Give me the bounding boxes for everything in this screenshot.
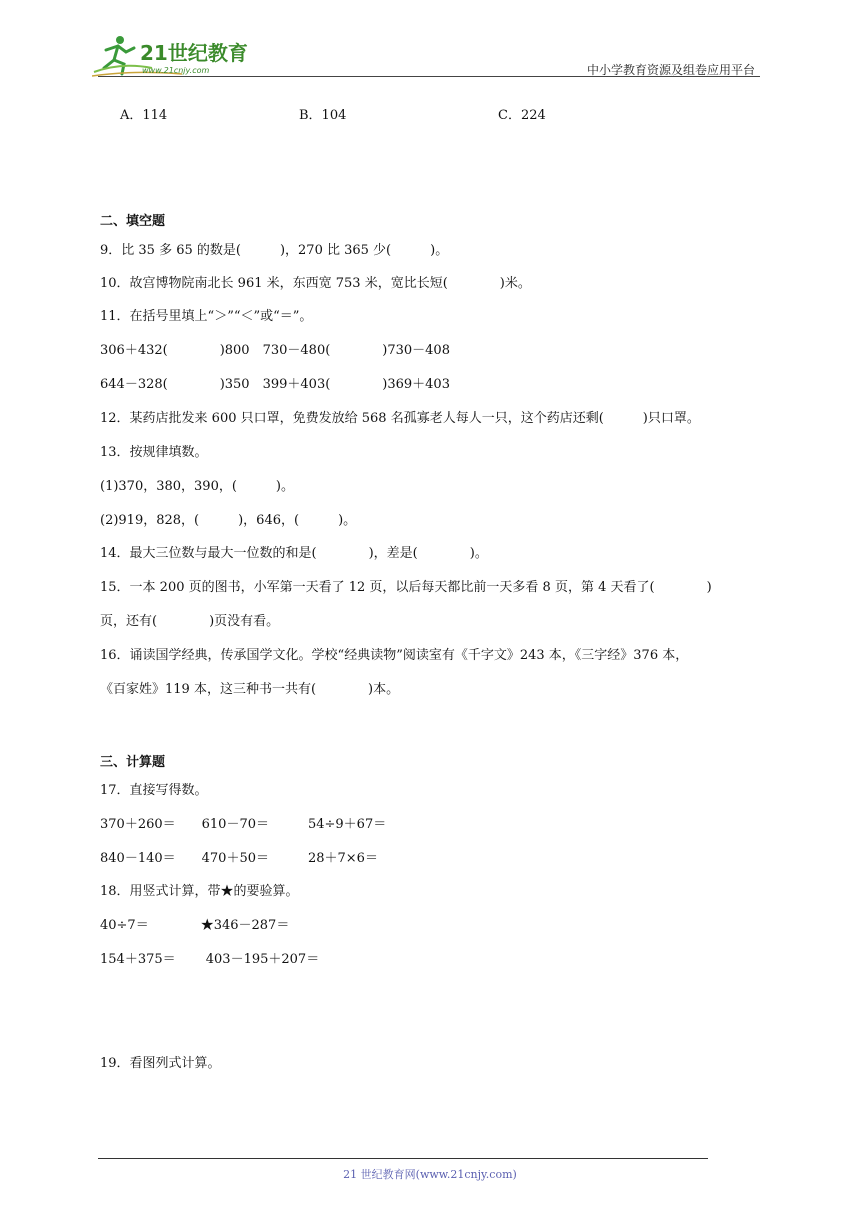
choice-b: B．104 [299, 108, 347, 123]
header-divider [98, 76, 760, 77]
question-16-line-2: 《百家姓》119 本，这三种书一共有( )本。 [100, 682, 400, 697]
question-15-line-1: 15．一本 200 页的图书，小军第一天看了 12 页，以后每天都比前一天多看 8 页，第 4 天看了( ) [100, 580, 712, 595]
question-17: 17．直接写得数。 [100, 783, 208, 798]
runner-logo-icon [92, 32, 262, 78]
choice-c: C．224 [498, 108, 546, 123]
section-calc-title: 三、计算题 [100, 755, 166, 770]
question-15-line-2: 页，还有( )页没有看。 [100, 614, 280, 629]
question-18-row-1: 40÷7＝ ★346－287＝ [100, 918, 290, 933]
page-header [0, 0, 860, 80]
footer-divider [98, 1158, 708, 1159]
question-11-row-2: 644－328( )350 399＋403( )369＋403 [100, 377, 450, 392]
question-18: 18．用竖式计算，带★的要验算。 [100, 884, 299, 899]
question-19: 19．看图列式计算。 [100, 1056, 221, 1071]
question-11: 11．在括号里填上“＞”“＜”或“＝”。 [100, 309, 313, 324]
choice-a: A．114 [120, 108, 168, 123]
question-9: 9．比 35 多 65 的数是( )，270 比 365 少( )。 [100, 243, 449, 258]
question-17-row-1: 370＋260＝ 610－70＝ 54÷9＋67＝ [100, 817, 387, 832]
logo-url: www.21cnjy.com [142, 66, 210, 75]
question-17-row-2: 840－140＝ 470＋50＝ 28＋7×6＝ [100, 851, 378, 866]
question-12: 12．某药店批发来 600 只口罩，免费发放给 568 名孤寡老人每人一只，这个药店还剩( )只口罩。 [100, 411, 700, 426]
footer-link[interactable]: 21 世纪教育网(www.21cnjy.com) [343, 1168, 517, 1181]
question-16-line-1: 16．诵读国学经典，传承国学文化。学校“经典读物”阅读室有《千字文》243 本，《三字经》376 本， [100, 648, 689, 663]
question-14: 14．最大三位数与最大一位数的和是( )，差是( )。 [100, 546, 488, 561]
question-10: 10．故宫博物院南北长 961 米，东西宽 753 米，宽比长短( )米。 [100, 276, 531, 291]
question-13-part-2: (2)919，828，( )，646，( )。 [100, 513, 357, 528]
question-13: 13．按规律填数。 [100, 445, 208, 460]
question-18-row-2: 154＋375＝ 403－195＋207＝ [100, 952, 320, 967]
platform-title: 中小学教育资源及组卷应用平台 [586, 63, 755, 77]
question-11-row-1: 306＋432( )800 730－480( )730－408 [100, 343, 450, 358]
question-13-part-1: (1)370，380，390，( )。 [100, 479, 294, 494]
section-fill-title: 二、填空题 [100, 214, 166, 229]
site-logo [92, 32, 262, 78]
logo-text: 21世纪教育 [140, 41, 248, 65]
